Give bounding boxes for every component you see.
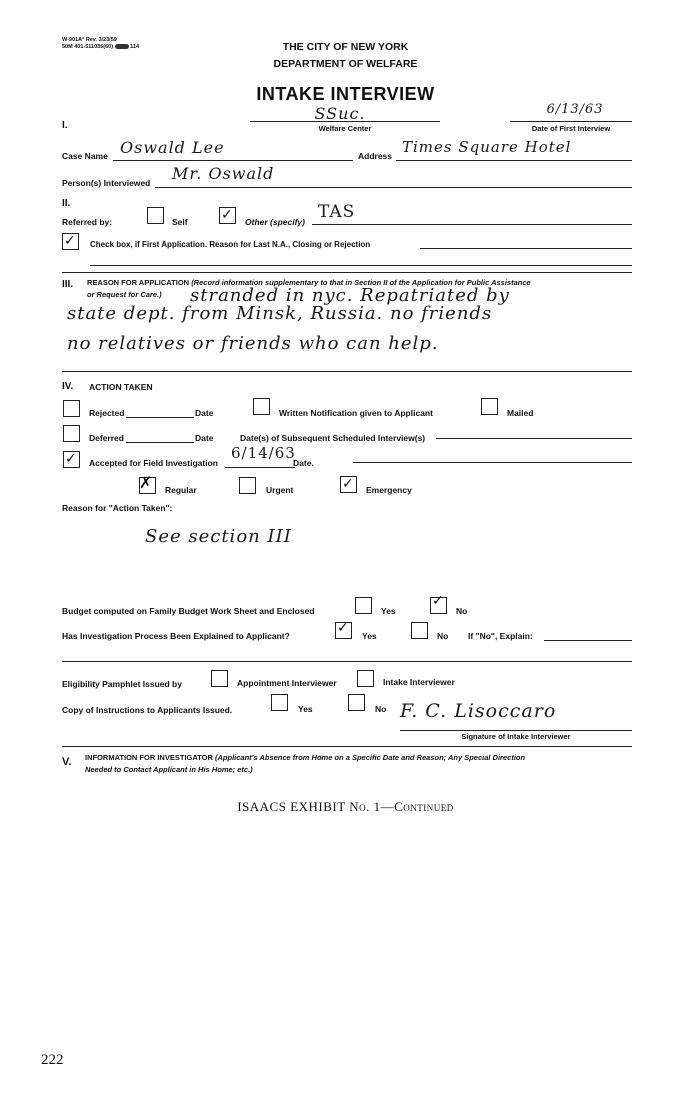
section3-instruction-line1: (Record information supplementary to that in Section II of the Application for Public Assistance [191, 278, 531, 287]
reason-hand-line3: no relatives or friends who can help. [67, 333, 439, 354]
copy-yes-label: Yes [298, 704, 313, 714]
section3-heading: REASON FOR APPLICATION [87, 278, 190, 287]
case-name-line [113, 160, 353, 161]
explained-no-checkbox[interactable] [411, 622, 428, 639]
case-name-value: Oswald Lee [120, 138, 225, 157]
rejected-date-label: Date [195, 408, 214, 418]
subsequent-interview-label: Date(s) of Subsequent Scheduled Interview(s) [240, 433, 426, 443]
accepted-date-value: 6/14/63 [231, 444, 296, 462]
accepted-date-line [225, 467, 295, 468]
self-checkbox[interactable] [147, 207, 164, 224]
section4-divider [62, 371, 632, 372]
budget-label: Budget computed on Family Budget Work Sheet and Enclosed [62, 606, 315, 616]
deferred-line [126, 442, 194, 443]
form-code-line2: 50M 401-511036(60) 114 [62, 44, 140, 50]
written-notification-label: Written Notification given to Applicant [279, 408, 433, 418]
first-interview-date-value: 6/13/63 [546, 102, 604, 117]
intake-interviewer-label: Intake Interviewer [383, 677, 455, 687]
pamphlet-label: Eligibility Pamphlet Issued by [62, 679, 182, 689]
persons-interviewed-value: Mr. Oswald [172, 164, 275, 183]
signature-value: F. C. Lisoccaro [400, 700, 557, 722]
copy-yes-checkbox[interactable] [271, 694, 288, 711]
regular-check-mark: ✗ [139, 473, 153, 492]
first-interview-date-label: Date of First Interview [531, 124, 611, 133]
urgent-label: Urgent [266, 485, 294, 495]
appointment-interviewer-checkbox[interactable] [211, 670, 228, 687]
budget-no-label: No [456, 606, 468, 616]
written-notification-checkbox[interactable] [253, 398, 270, 415]
section5-numeral: V. [62, 756, 72, 768]
section1-numeral: I. [62, 120, 68, 131]
budget-no-check-mark: ✓ [432, 593, 444, 609]
other-specify-label: Other (specify) [245, 217, 305, 227]
agency-line1: THE CITY OF NEW YORK [282, 41, 409, 53]
reason-action-value: See section III [145, 526, 292, 547]
reason-hand-line2: state dept. from Minsk, Russia. no friends [67, 303, 493, 324]
address-value: Times Square Hotel [402, 138, 572, 156]
welfare-center-value: SSuc. [314, 104, 366, 123]
intake-interviewer-checkbox[interactable] [357, 670, 374, 687]
accepted-extra-line [353, 462, 632, 463]
form-code-line1: W-901A* Rev. 3/23/59 [62, 37, 117, 43]
emergency-label: Emergency [366, 485, 412, 495]
deferred-label: Deferred [89, 433, 124, 443]
explained-no-label: No [437, 631, 449, 641]
section3-instruction-line2: or Request for Care.) [87, 290, 162, 299]
first-interview-date-line [510, 121, 632, 122]
signature-line [400, 730, 632, 731]
agency-line2: DEPARTMENT OF WELFARE [273, 58, 418, 70]
rejected-label: Rejected [89, 408, 125, 418]
if-no-explain-label: If "No", Explain: [468, 631, 533, 641]
page-title: INTAKE INTERVIEW [256, 84, 435, 104]
persons-interviewed-line [155, 187, 632, 188]
deferred-checkbox[interactable] [63, 425, 80, 442]
welfare-center-line [250, 121, 440, 122]
copy-instructions-label: Copy of Instructions to Applicants Issued. [62, 705, 233, 715]
page-number: 222 [41, 1052, 64, 1068]
other-specify-line [312, 224, 632, 225]
section4-heading: ACTION TAKEN [89, 382, 153, 392]
if-no-explain-line [544, 640, 632, 641]
section3-divider [62, 272, 632, 273]
last-na-line [420, 248, 632, 249]
section5-divider [62, 746, 632, 747]
deferred-date-label: Date [195, 433, 214, 443]
accepted-label: Accepted for Field Investigation [89, 458, 218, 468]
mailed-checkbox[interactable] [481, 398, 498, 415]
urgent-checkbox[interactable] [239, 477, 256, 494]
accepted-date-suffix: Date. [293, 458, 314, 468]
subsequent-interview-line [436, 438, 632, 439]
reason-action-label: Reason for "Action Taken": [62, 503, 173, 513]
appointment-interviewer-label: Appointment Interviewer [237, 678, 337, 688]
section3-numeral: III. [62, 279, 74, 290]
copy-no-label: No [375, 704, 387, 714]
rejected-line [126, 417, 194, 418]
reason-hand-line1: stranded in nyc. Repatriated by [190, 285, 510, 306]
emergency-check-mark: ✓ [342, 476, 354, 492]
section5-instructions [85, 753, 525, 762]
referred-by-label: Referred by: [62, 217, 113, 227]
self-label: Self [172, 217, 188, 227]
signature-label: Signature of Intake Interviewer [461, 732, 571, 741]
welfare-center-label: Welfare Center [318, 124, 372, 133]
address-line [396, 160, 632, 161]
persons-interviewed-label: Person(s) Interviewed [62, 178, 151, 188]
other-specify-value: TAS [318, 202, 356, 222]
rejected-checkbox[interactable] [63, 400, 80, 417]
mailed-label: Mailed [507, 408, 534, 418]
explained-label: Has Investigation Process Been Explained to Applicant? [62, 631, 290, 641]
section5-heading: INFORMATION FOR INVESTIGATOR [85, 753, 213, 762]
exhibit-caption: ISAACS EXHIBIT No. 1—Continued [237, 799, 454, 814]
first-application-check-mark: ✓ [64, 233, 76, 249]
explained-yes-label: Yes [362, 631, 377, 641]
budget-yes-label: Yes [381, 606, 396, 616]
explained-yes-check-mark: ✓ [337, 620, 349, 636]
case-name-label: Case Name [62, 151, 108, 161]
accepted-check-mark: ✓ [65, 451, 77, 467]
section5-instruction-line1: (Applicant's Absence from Home on a Specific Date and Reason; Any Special Direction [215, 753, 526, 762]
copy-no-checkbox[interactable] [348, 694, 365, 711]
address-label: Address [358, 151, 393, 161]
other-check-mark: ✓ [221, 207, 233, 223]
first-application-label: Check box, if First Application. Reason for Last N.A., Closing or Rejection [90, 240, 371, 249]
explain-blank-line [62, 661, 632, 662]
regular-label: Regular [165, 485, 197, 495]
budget-yes-checkbox[interactable] [355, 597, 372, 614]
section4-numeral: IV. [62, 381, 74, 392]
section5-instruction-line2: Needed to Contact Applicant in His Home; etc.) [85, 765, 253, 774]
section2-blank-line [90, 265, 632, 266]
section2-numeral: II. [62, 198, 71, 209]
